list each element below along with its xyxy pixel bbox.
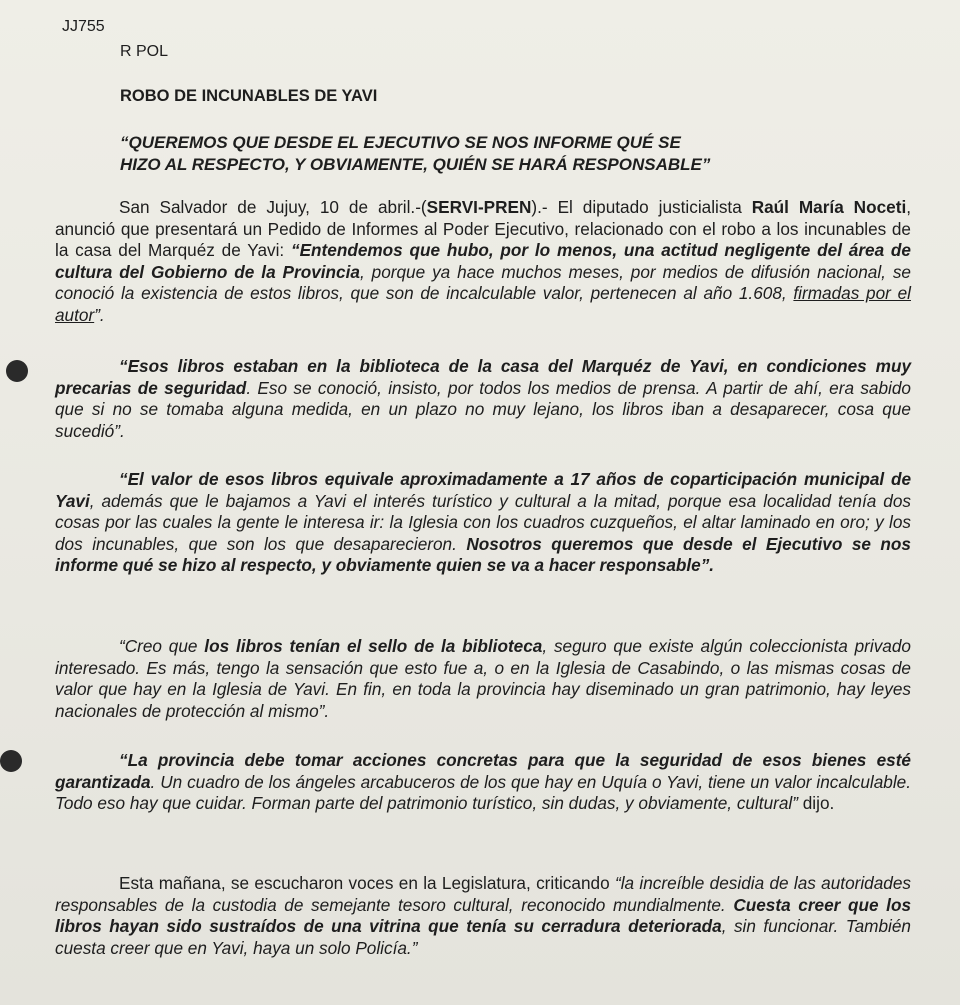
p3-quote-bold-end: Nosotros queremos que desde el Ejecutivo se nos informe qué se hizo al respecto, y obviamente quien se va a hacer responsable”. (55, 533, 911, 576)
p5-said: dijo. (797, 793, 835, 814)
p3-quote-rest: , además que le bajamos a Yavi el interés turístico y cultural a la mitad, porque esa localidad tenía dos cosas por las cuales la gente le interesa ir: la Iglesia con los cuadros cuzqueños, el altar laminado en oro; y los dos incunables, que son los que desaparecieron. (55, 490, 911, 554)
p6-quote-end: , sin funcionar. También cuesta creer que en Yavi, haya un solo Policía.” (55, 916, 911, 958)
p6-quote: “la increíble desidia de las autoridades responsables de la custodia de semejante tesoro cultural, reconocido mundialmente. (55, 873, 912, 915)
quote-title-line-2: HIZO AL RESPECTO, Y OBVIAMENTE, QUIÉN SE HARÁ RESPONSABLE” (120, 155, 711, 174)
p2-quote-rest: . Eso se conoció, insisto, por todos los medios de prensa. A partir de ahí, era sabido que si no se tomaba alguna medida, en un plazo no muy lejano, los libros iban a desaparecer, cosa que sucedió”. (55, 377, 911, 441)
quote-title-line-1: “QUEREMOS QUE DESDE EL EJECUTIVO SE NOS INFORME QUÉ SE (120, 133, 681, 152)
paragraph-5 (55, 750, 911, 815)
p4-text-a: “Creo que (119, 636, 205, 656)
p5-quote-bold: “La provincia debe tomar acciones concretas para que la seguridad de esos bienes esté garantizada (55, 750, 911, 792)
section-label: R POL (120, 43, 169, 60)
p1-text-c: ).- El diputado justicialista (531, 197, 752, 217)
p1-text-e: , anunció que presentará un Pedido de Informes al Poder Ejecutivo, relacionado con el robo a los incunables de la casa del Marquéz de Yavi: (55, 197, 911, 261)
p4-bold: los libros tenían el sello de la biblioteca (204, 636, 543, 656)
p1-quote-rest: , porque ya hace muchos meses, por medios de difusión nacional, se conoció la existencia de estos libros, que son de incalculable valor, pertenecen al año 1.608, (55, 261, 911, 304)
p5-quote-rest: . Un cuadro de los ángeles arcabuceros de los que hay en Uquía o Yavi, tiene un valor incalculable. Todo eso hay que cuidar. Forman parte del patrimonio turístico, sin dudas, y obviamente, cultural” (55, 771, 911, 814)
p1-deputy-name: Raúl María Noceti (751, 197, 907, 217)
p1-quote-bold: “Entendemos que hubo, por lo menos, una actitud negligente del área de cultura del Gobierno de la Provincia (55, 240, 911, 282)
p1-quote-end: ”. (94, 304, 105, 325)
paragraph-6 (55, 873, 911, 959)
paragraph-2 (55, 356, 911, 442)
p6-text-a: Esta mañana, se escucharon voces en la Legislatura, criticando (119, 873, 615, 893)
p1-underlined: firmadas por el autor (55, 283, 911, 325)
document-code: JJ755 (62, 18, 105, 35)
p3-quote-bold: “El valor de esos libros equivale aproximadamente a 17 años de coparticipación municipal de Yavi (55, 469, 911, 511)
p4-text-c: , seguro que existe algún coleccionista privado interesado. Es más, tengo la sensación que esto fue a, o en la Iglesia de Casabindo, o las mismas cosas de valor que hay en la Iglesia de Yavi. En fin, en toda la provincia hay diseminado un gran patrimonio, hay leyes nacionales de protección al mismo”. (55, 636, 911, 721)
p1-agency: SERVI-PREN (426, 197, 532, 217)
paragraph-3 (55, 469, 911, 577)
headline: ROBO DE INCUNABLES DE YAVI (120, 87, 378, 105)
paragraph-4 (55, 636, 911, 722)
paragraph-1 (55, 197, 911, 327)
quote-title (120, 132, 880, 176)
p1-text-a: San Salvador de Jujuy, 10 de abril.-( (119, 197, 427, 217)
punch-hole-bottom (0, 750, 22, 772)
p2-quote-bold: “Esos libros estaban en la biblioteca de la casa del Marquéz de Yavi, en condiciones muy precarias de seguridad (55, 356, 911, 398)
p6-quote-bold: Cuesta creer que los libros hayan sido sustraídos de una vitrina que tenía su cerradura deteriorada (55, 894, 911, 937)
punch-hole-top (6, 360, 28, 382)
